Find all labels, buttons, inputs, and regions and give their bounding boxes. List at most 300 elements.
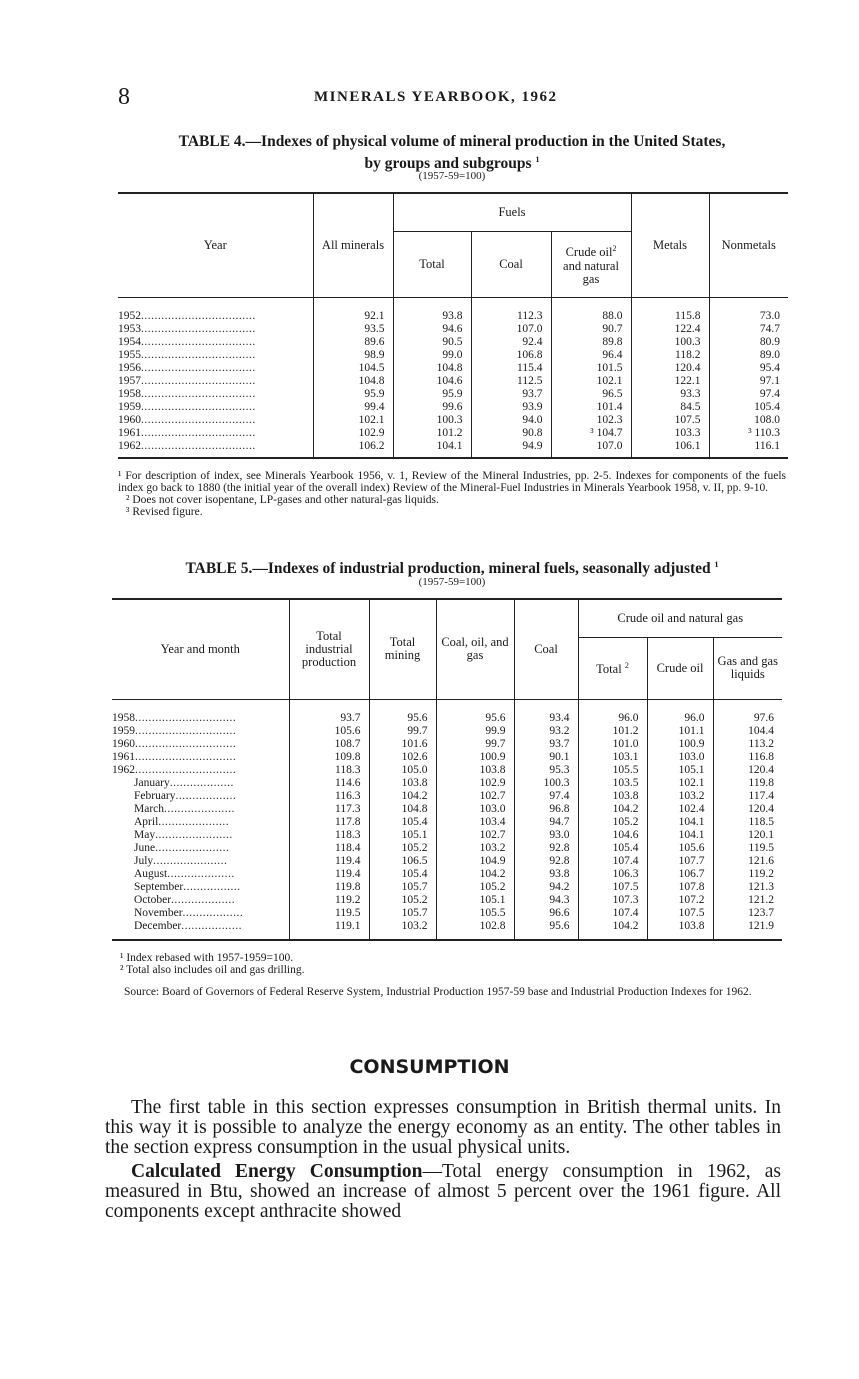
t4-leader-dots: .................................. (141, 335, 256, 348)
t4-cell-year (118, 440, 313, 458)
t5-row-label: March (134, 802, 165, 815)
t4-cell-total: 93.8 (393, 297, 471, 323)
t5-cell-coal: 94.3 (514, 894, 578, 907)
t5-cell-crude-oil: 107.8 (647, 881, 713, 894)
t5-cell-coal: 93.7 (514, 738, 578, 751)
t4-cell-crude: 102.1 (551, 375, 631, 388)
t5-cell-crude-oil: 107.7 (647, 855, 713, 868)
t5-cell-crude-oil: 101.1 (647, 725, 713, 738)
t4-cell-total: 99.6 (393, 401, 471, 414)
t5-cell-crude-oil: 102.4 (647, 803, 713, 816)
t4-cell-nonmetals: ³ 110.3 (709, 427, 788, 440)
t5-cell-total-industrial: 119.2 (289, 894, 369, 907)
t5-cell-gas-liquids: 97.6 (713, 699, 782, 725)
t5-row-label: 1958 (112, 711, 135, 724)
t4-cell-coal: 112.5 (471, 375, 551, 388)
t4-cell-crude: 88.0 (551, 297, 631, 323)
t4-cell-all-minerals: 92.1 (313, 297, 393, 323)
t5-cell-coal: 95.6 (514, 920, 578, 940)
t5-cell-coal: 92.8 (514, 855, 578, 868)
t5-cell-total-mining: 104.2 (369, 790, 436, 803)
t5-cell-crude-oil: 103.2 (647, 790, 713, 803)
t5-cell-coal-oil-gas: 95.6 (436, 699, 514, 725)
t4-cell-coal: 107.0 (471, 323, 551, 336)
t5-cell-coal: 97.4 (514, 790, 578, 803)
t5-cell-coal: 96.6 (514, 907, 578, 920)
t4-cell-crude: 96.4 (551, 349, 631, 362)
t4-cell-total: 104.1 (393, 440, 471, 458)
t5-cell-total-industrial: 93.7 (289, 699, 369, 725)
t5-cell-total-industrial: 119.8 (289, 881, 369, 894)
t5-cell-total-industrial: 114.6 (289, 777, 369, 790)
t5-row-label: October (134, 893, 172, 906)
t5-cell-gas-liquids: 120.4 (713, 764, 782, 777)
t5-cell-label (112, 894, 289, 907)
t4-cell-coal: 93.9 (471, 401, 551, 414)
t4-cell-year (118, 336, 313, 349)
t4-cell-metals: 118.2 (631, 349, 709, 362)
t5-header-total-industrial: Total industrial production (289, 599, 369, 699)
t5-cell-gas-liquids: 119.8 (713, 777, 782, 790)
t5-cell-total-mining: 106.5 (369, 855, 436, 868)
t5-cell-coal-oil-gas: 104.9 (436, 855, 514, 868)
t5-row-label: June (134, 841, 156, 854)
t4-leader-dots: .................................. (141, 361, 256, 374)
t5-leader-dots: ................... (169, 776, 234, 789)
t4-footnote-2: ² Does not cover isopentane, LP-gases and other natural-gas liquids. (126, 494, 439, 506)
table5-title (112, 556, 792, 578)
t4-cell-nonmetals: 108.0 (709, 414, 788, 427)
t5-cell-total: 107.4 (578, 855, 647, 868)
t4-cell-all-minerals: 98.9 (313, 349, 393, 362)
t5-row (112, 751, 782, 764)
t5-cell-total-mining: 101.6 (369, 738, 436, 751)
t5-row (112, 868, 782, 881)
t4-leader-dots: .................................. (141, 413, 256, 426)
t4-cell-metals: 122.4 (631, 323, 709, 336)
t5-cell-gas-liquids: 121.3 (713, 881, 782, 894)
t5-cell-label (112, 777, 289, 790)
t5-cell-gas-liquids: 123.7 (713, 907, 782, 920)
t5-header-gas-liquids: Gas and gas liquids (713, 637, 782, 699)
t5-cell-total: 107.3 (578, 894, 647, 907)
t5-cell-total-mining: 105.1 (369, 829, 436, 842)
table4-title-footnote-ref: 1 (535, 155, 540, 164)
t5-cell-coal-oil-gas: 99.7 (436, 738, 514, 751)
t4-cell-crude: 101.5 (551, 362, 631, 375)
t5-row (112, 777, 782, 790)
t4-header-nonmetals: Nonmetals (709, 193, 788, 297)
t5-footnote-1: ¹ Index rebased with 1957-1959=100. (120, 952, 294, 964)
t5-row-label: 1961 (112, 750, 135, 763)
t4-year-label: 1955 (118, 348, 141, 361)
t5-cell-total-industrial: 109.8 (289, 751, 369, 764)
t5-row (112, 803, 782, 816)
t4-cell-metals: 93.3 (631, 388, 709, 401)
t4-cell-all-minerals: 104.5 (313, 362, 393, 375)
t5-leader-dots: .............................. (135, 737, 237, 750)
t4-header-crude-label2: and natural gas (563, 258, 619, 286)
t5-leader-dots: .................. (175, 789, 237, 802)
t4-cell-all-minerals: 102.9 (313, 427, 393, 440)
t5-cell-total-industrial: 119.1 (289, 920, 369, 940)
t4-cell-crude: 102.3 (551, 414, 631, 427)
t4-cell-crude: 107.0 (551, 440, 631, 458)
t5-cell-total: 96.0 (578, 699, 647, 725)
t4-row (118, 349, 788, 362)
t4-cell-total: 100.3 (393, 414, 471, 427)
t5-cell-total: 101.0 (578, 738, 647, 751)
t4-cell-year (118, 323, 313, 336)
t4-cell-crude: 96.5 (551, 388, 631, 401)
t5-row-label: July (134, 854, 154, 867)
t5-cell-crude-oil: 106.7 (647, 868, 713, 881)
t4-row (118, 414, 788, 427)
t5-cell-total-industrial: 119.4 (289, 868, 369, 881)
t5-cell-label (112, 816, 289, 829)
t5-cell-total: 105.2 (578, 816, 647, 829)
t5-cell-label (112, 751, 289, 764)
t5-row-label: August (134, 867, 168, 880)
table4-title (112, 133, 792, 173)
t4-leader-dots: .................................. (141, 374, 256, 387)
t4-cell-year (118, 414, 313, 427)
t4-year-label: 1959 (118, 400, 141, 413)
t4-row (118, 375, 788, 388)
t5-leader-dots: ..................... (164, 802, 235, 815)
t5-source: Source: Board of Governors of Federal Reserve System, Industrial Production 1957-59 base and Industrial Production Indexes for 1962. (124, 986, 752, 998)
t5-row-label: September (134, 880, 184, 893)
t5-cell-crude-oil: 107.2 (647, 894, 713, 907)
t4-cell-total: 104.8 (393, 362, 471, 375)
t4-cell-coal: 115.4 (471, 362, 551, 375)
t5-cell-total-industrial: 118.3 (289, 829, 369, 842)
t4-row (118, 362, 788, 375)
t4-cell-coal: 112.3 (471, 297, 551, 323)
t5-cell-label (112, 920, 289, 940)
t5-row (112, 699, 782, 725)
t5-cell-total-mining: 105.4 (369, 868, 436, 881)
t5-cell-total: 104.2 (578, 920, 647, 940)
t5-row (112, 855, 782, 868)
t5-cell-gas-liquids: 121.2 (713, 894, 782, 907)
t4-leader-dots: .................................. (141, 348, 256, 361)
t5-cell-total: 107.4 (578, 907, 647, 920)
t4-row (118, 401, 788, 414)
t5-header-total (578, 637, 647, 699)
t4-cell-metals: 120.4 (631, 362, 709, 375)
t4-cell-nonmetals: 89.0 (709, 349, 788, 362)
t5-cell-coal-oil-gas: 99.9 (436, 725, 514, 738)
t5-cell-crude-oil: 102.1 (647, 777, 713, 790)
t5-cell-coal-oil-gas: 102.7 (436, 829, 514, 842)
table5-title-text: TABLE 5.—Indexes of industrial production, mineral fuels, seasonally adjusted (185, 560, 711, 578)
t5-cell-total-industrial: 119.5 (289, 907, 369, 920)
t4-cell-all-minerals: 106.2 (313, 440, 393, 458)
t5-cell-crude-oil: 105.6 (647, 842, 713, 855)
t5-cell-total: 105.4 (578, 842, 647, 855)
t4-cell-year (118, 297, 313, 323)
t4-year-label: 1954 (118, 335, 141, 348)
t4-cell-year (118, 349, 313, 362)
t5-row (112, 725, 782, 738)
t4-row (118, 440, 788, 458)
t5-cell-total-industrial: 118.3 (289, 764, 369, 777)
table4-footnotes (118, 470, 786, 518)
t5-cell-total-industrial: 108.7 (289, 738, 369, 751)
t5-cell-label (112, 803, 289, 816)
t5-cell-gas-liquids: 113.2 (713, 738, 782, 751)
t5-cell-total: 103.5 (578, 777, 647, 790)
table5-footnotes (112, 952, 782, 998)
t5-cell-total-mining: 103.8 (369, 777, 436, 790)
t4-header-fuels: Fuels (393, 193, 631, 231)
t4-header-crude-ref: 2 (612, 244, 617, 254)
t5-leader-dots: ...................... (153, 854, 228, 867)
t5-leader-dots: .................. (181, 919, 242, 932)
t5-cell-total: 104.6 (578, 829, 647, 842)
t5-row-label: April (134, 815, 159, 828)
t4-cell-metals: 103.3 (631, 427, 709, 440)
t5-cell-total-industrial: 119.4 (289, 855, 369, 868)
t4-cell-year (118, 401, 313, 414)
t5-cell-coal-oil-gas: 103.0 (436, 803, 514, 816)
t5-row (112, 816, 782, 829)
t4-year-label: 1960 (118, 413, 141, 426)
t4-cell-all-minerals: 102.1 (313, 414, 393, 427)
t5-cell-coal-oil-gas: 100.9 (436, 751, 514, 764)
t5-row (112, 842, 782, 855)
t5-cell-total-mining: 105.4 (369, 816, 436, 829)
t4-row (118, 427, 788, 440)
t4-cell-total: 104.6 (393, 375, 471, 388)
t5-cell-coal: 100.3 (514, 777, 578, 790)
t5-row-label: December (134, 919, 182, 932)
t5-cell-coal: 94.7 (514, 816, 578, 829)
t5-leader-dots: .............................. (135, 724, 237, 737)
t4-year-label: 1962 (118, 439, 141, 452)
t5-row (112, 920, 782, 940)
t4-cell-coal: 90.8 (471, 427, 551, 440)
t5-leader-dots: ...................... (155, 841, 230, 854)
t5-leader-dots: .............................. (135, 711, 237, 724)
t5-cell-total: 101.2 (578, 725, 647, 738)
t4-header-metals: Metals (631, 193, 709, 297)
t5-leader-dots: .............................. (135, 763, 237, 776)
t5-cell-total-mining: 105.2 (369, 842, 436, 855)
t5-cell-coal: 94.2 (514, 881, 578, 894)
t4-cell-year (118, 375, 313, 388)
t5-cell-gas-liquids: 104.4 (713, 725, 782, 738)
t4-cell-nonmetals: 116.1 (709, 440, 788, 458)
t5-header-coal: Coal (514, 599, 578, 699)
t5-cell-crude-oil: 107.5 (647, 907, 713, 920)
t5-cell-gas-liquids: 118.5 (713, 816, 782, 829)
t5-cell-total-mining: 95.6 (369, 699, 436, 725)
t4-header-year: Year (118, 193, 313, 297)
t5-row-label: February (134, 789, 176, 802)
t5-cell-total-industrial: 105.6 (289, 725, 369, 738)
t5-cell-total: 103.1 (578, 751, 647, 764)
t4-cell-all-minerals: 95.9 (313, 388, 393, 401)
t4-header-crude (551, 231, 631, 297)
t5-row-label: November (134, 906, 183, 919)
t5-leader-dots: ....................... (155, 828, 233, 841)
t5-cell-total: 105.5 (578, 764, 647, 777)
t5-cell-total: 104.2 (578, 803, 647, 816)
t5-cell-total-industrial: 117.8 (289, 816, 369, 829)
t5-cell-label (112, 764, 289, 777)
t5-cell-total-mining: 102.6 (369, 751, 436, 764)
t5-cell-label (112, 855, 289, 868)
section-body (105, 1098, 781, 1222)
t5-cell-crude-oil: 100.9 (647, 738, 713, 751)
t5-cell-total: 106.3 (578, 868, 647, 881)
t5-cell-coal: 93.2 (514, 725, 578, 738)
t5-leader-dots: ..................... (158, 815, 230, 828)
t4-cell-total: 95.9 (393, 388, 471, 401)
t5-cell-total-mining: 104.8 (369, 803, 436, 816)
t4-leader-dots: .................................. (141, 439, 256, 452)
t5-footnote-2: ² Total also includes oil and gas drilling. (120, 964, 305, 976)
t5-header-total-label: Total (596, 662, 622, 677)
t4-row (118, 323, 788, 336)
t5-leader-dots: ................. (183, 880, 241, 893)
t4-header-total: Total (393, 231, 471, 297)
t5-cell-coal: 93.8 (514, 868, 578, 881)
t4-cell-nonmetals: 80.9 (709, 336, 788, 349)
t4-header-coal: Coal (471, 231, 551, 297)
t5-cell-total-industrial: 116.3 (289, 790, 369, 803)
t5-row-label: 1959 (112, 724, 135, 737)
t5-header-total-ref: 2 (624, 661, 629, 671)
t5-row (112, 764, 782, 777)
t4-cell-nonmetals: 97.1 (709, 375, 788, 388)
t4-header-crude-label: Crude oil (565, 245, 613, 260)
t4-year-label: 1956 (118, 361, 141, 374)
t4-cell-all-minerals: 104.8 (313, 375, 393, 388)
t5-cell-coal-oil-gas: 103.8 (436, 764, 514, 777)
t5-cell-coal-oil-gas: 105.1 (436, 894, 514, 907)
t4-cell-metals: 84.5 (631, 401, 709, 414)
t5-leader-dots: .................... (167, 867, 235, 880)
t5-cell-label (112, 907, 289, 920)
t5-cell-coal-oil-gas: 102.8 (436, 920, 514, 940)
t5-cell-gas-liquids: 121.9 (713, 920, 782, 940)
t5-cell-crude-oil: 105.1 (647, 764, 713, 777)
t4-cell-coal: 93.7 (471, 388, 551, 401)
t4-cell-coal: 92.4 (471, 336, 551, 349)
t5-leader-dots: .............................. (135, 750, 237, 763)
t5-cell-total-industrial: 117.3 (289, 803, 369, 816)
t5-row (112, 894, 782, 907)
t5-cell-total-mining: 103.2 (369, 920, 436, 940)
t5-row-label: 1962 (112, 763, 135, 776)
t4-cell-year (118, 427, 313, 440)
table5-base: (1957-59=100) (418, 576, 486, 588)
t5-row-label: January (134, 776, 170, 789)
t5-cell-label (112, 842, 289, 855)
paragraph-2-text: —Total energy consumption in 1962, as measured in Btu, showed an increase of almost 5 percent over the 1961 figure. All components except anthracite showed (105, 1161, 782, 1222)
t5-cell-label (112, 738, 289, 751)
table5-title-footnote-ref: 1 (714, 560, 719, 569)
table4-base: (1957-59=100) (418, 170, 486, 182)
t5-cell-total: 103.8 (578, 790, 647, 803)
t4-cell-total: 94.6 (393, 323, 471, 336)
page-number: 8 (118, 84, 130, 110)
t5-cell-crude-oil: 104.1 (647, 816, 713, 829)
t5-cell-crude-oil: 103.8 (647, 920, 713, 940)
t4-cell-all-minerals: 93.5 (313, 323, 393, 336)
t5-row (112, 907, 782, 920)
t5-cell-coal-oil-gas: 105.5 (436, 907, 514, 920)
t5-header-coal-oil-gas: Coal, oil, and gas (436, 599, 514, 699)
t5-header-total-mining: Total mining (369, 599, 436, 699)
t5-row (112, 829, 782, 842)
t5-cell-gas-liquids: 120.1 (713, 829, 782, 842)
t5-cell-coal-oil-gas: 102.7 (436, 790, 514, 803)
t5-leader-dots: ................... (171, 893, 236, 906)
t5-cell-label (112, 829, 289, 842)
t5-cell-total-mining: 105.0 (369, 764, 436, 777)
t4-cell-nonmetals: 95.4 (709, 362, 788, 375)
t4-cell-crude: ³ 104.7 (551, 427, 631, 440)
t4-row (118, 336, 788, 349)
t4-cell-metals: 115.8 (631, 297, 709, 323)
t4-cell-coal: 94.9 (471, 440, 551, 458)
t5-cell-total-industrial: 118.4 (289, 842, 369, 855)
t5-cell-gas-liquids: 120.4 (713, 803, 782, 816)
t5-cell-total-mining: 105.2 (369, 894, 436, 907)
t5-cell-label (112, 881, 289, 894)
t4-cell-year (118, 362, 313, 375)
t5-cell-gas-liquids: 116.8 (713, 751, 782, 764)
t4-cell-nonmetals: 97.4 (709, 388, 788, 401)
paragraph-2 (105, 1162, 781, 1222)
t5-cell-coal: 95.3 (514, 764, 578, 777)
t5-cell-crude-oil: 104.1 (647, 829, 713, 842)
t5-cell-crude-oil: 96.0 (647, 699, 713, 725)
t5-cell-coal-oil-gas: 103.4 (436, 816, 514, 829)
t4-cell-total: 99.0 (393, 349, 471, 362)
t5-cell-total-mining: 99.7 (369, 725, 436, 738)
t5-cell-total: 107.5 (578, 881, 647, 894)
t5-row (112, 790, 782, 803)
t4-year-label: 1961 (118, 426, 141, 439)
section-heading: CONSUMPTION (349, 1056, 510, 1078)
t4-row (118, 388, 788, 401)
t5-cell-coal-oil-gas: 104.2 (436, 868, 514, 881)
t5-header-crude-group: Crude oil and natural gas (578, 599, 782, 637)
t4-row (118, 297, 788, 323)
t5-row (112, 738, 782, 751)
t4-cell-metals: 107.5 (631, 414, 709, 427)
t4-cell-all-minerals: 99.4 (313, 401, 393, 414)
table4-title-line1: TABLE 4.—Indexes of physical volume of mineral production in the United States, (178, 133, 726, 150)
t5-header-crude-oil: Crude oil (647, 637, 713, 699)
t4-cell-nonmetals: 73.0 (709, 297, 788, 323)
t4-leader-dots: .................................. (141, 426, 256, 439)
t5-cell-coal-oil-gas: 103.2 (436, 842, 514, 855)
t4-header-all-minerals: All minerals (313, 193, 393, 297)
t4-cell-metals: 106.1 (631, 440, 709, 458)
t4-leader-dots: .................................. (141, 387, 256, 400)
t5-cell-gas-liquids: 117.4 (713, 790, 782, 803)
t4-cell-nonmetals: 74.7 (709, 323, 788, 336)
t4-footnote-3: ³ Revised figure. (126, 506, 203, 518)
table4-title-line2-text: by groups and subgroups (364, 155, 532, 173)
t5-cell-coal: 90.1 (514, 751, 578, 764)
